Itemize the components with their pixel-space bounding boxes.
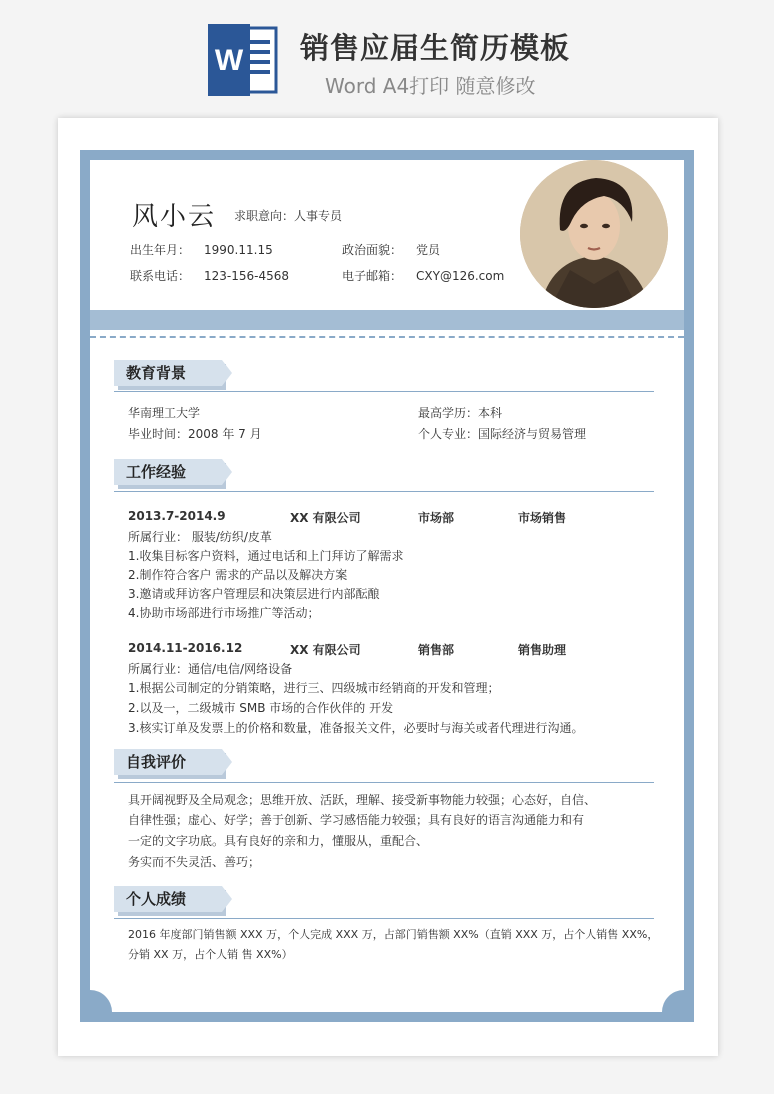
job-industry: 所属行业： 服装/纺织/皮革: [128, 530, 272, 544]
word-app-icon: [208, 24, 278, 96]
job-company: XX 有限公司: [290, 643, 361, 657]
achievement-line: 2016 年度部门销售额 XXX 万，个人完成 XXX 万，占部门销售额 XX%（直销 XXX 万，占个人销售 XX%，: [128, 928, 659, 941]
job-intent: 求职意向：人事专员: [234, 209, 343, 223]
self-eval-heading: 自我评价: [114, 749, 222, 775]
dashed-divider: [90, 336, 684, 338]
job-title: 销售助理: [518, 643, 567, 657]
job-company: XX 有限公司: [290, 511, 361, 525]
job-dept: 销售部: [418, 643, 455, 657]
job-duty: 1.收集目标客户资料，通过电话和上门拜访了解需求: [128, 549, 404, 563]
email-row: [342, 267, 504, 284]
phone-row: [130, 267, 289, 284]
job-duty: 1.根据公司制定的分销策略，进行三、四级城市经销商的开发和管理；: [128, 681, 500, 695]
birth-value: 1990.11.15: [204, 243, 273, 257]
email-label: 电子邮箱：: [342, 269, 403, 283]
resume-body: [90, 160, 684, 1012]
self-eval-line: 一定的文字功底。具有良好的亲和力，懂服从，重配合、: [128, 834, 429, 848]
banner-title: 销售应届生简历模板: [300, 31, 571, 65]
email-value: CXY@126.com: [416, 269, 505, 283]
profile-photo: [518, 160, 670, 310]
job-dept: 市场部: [418, 511, 455, 525]
job-duty: 2.制作符合客户 需求的产品以及解决方案: [128, 568, 348, 582]
self-eval-line: 具开阔视野及全局观念；思维开放、活跃，理解、接受新事物能力较强；心态好，自信、: [128, 793, 597, 807]
job-duty: 3.核实订单及发票上的价格和数量，准备报关文件，必要时与海关或者代理进行沟通。: [128, 721, 584, 735]
frame-corner-left: [90, 990, 112, 1012]
job-industry: 所属行业：通信/电信/网络设备: [128, 662, 293, 676]
self-eval-rule: [114, 782, 654, 783]
header-band: [90, 310, 684, 330]
achievements-rule: [114, 918, 654, 919]
birth-row: [130, 241, 273, 258]
degree: 最高学历：本科: [418, 406, 503, 420]
job-period: 2014.11-2016.12: [128, 641, 243, 655]
graduation-date: 毕业时间：2008 年 7 月: [128, 427, 262, 441]
phone-value: 123-156-4568: [204, 269, 290, 283]
banner-subtitle: Word A4打印 随意修改: [325, 74, 536, 98]
job-duty: 3.邀请或拜访客户管理层和决策层进行内部酝酿: [128, 587, 380, 601]
job-duty: 2.以及一，二级城市 SMB 市场的合作伙伴的 开发: [128, 701, 394, 715]
frame-corner-right: [662, 990, 684, 1012]
self-eval-line: 自律性强；虚心、好学；善于创新、学习感悟能力较强；具有良好的语言沟通能力和有: [128, 813, 585, 827]
phone-label: 联系电话：: [130, 269, 191, 283]
word-icon-letter: W: [214, 44, 244, 77]
job-period: 2013.7-2014.9: [128, 509, 226, 523]
work-heading: 工作经验: [114, 459, 222, 485]
self-eval-line: 务实而不失灵活、善巧；: [128, 855, 261, 869]
achievements-heading: 个人成绩: [114, 886, 222, 912]
job-title: 市场销售: [518, 511, 567, 525]
birth-label: 出生年月：: [130, 243, 191, 257]
political-value: 党员: [416, 243, 441, 257]
candidate-name: 风小云: [132, 202, 217, 232]
education-rule: [114, 391, 654, 392]
work-rule: [114, 491, 654, 492]
political-row: [342, 241, 440, 258]
job-duty: 4.协助市场部进行市场推广等活动；: [128, 606, 320, 620]
major: 个人专业：国际经济与贸易管理: [418, 427, 587, 441]
school: 华南理工大学: [128, 406, 201, 420]
political-label: 政治面貌：: [342, 243, 403, 257]
education-heading: 教育背景: [114, 360, 222, 386]
achievement-line: 分销 XX 万，占个人销 售 XX%）: [128, 948, 293, 961]
